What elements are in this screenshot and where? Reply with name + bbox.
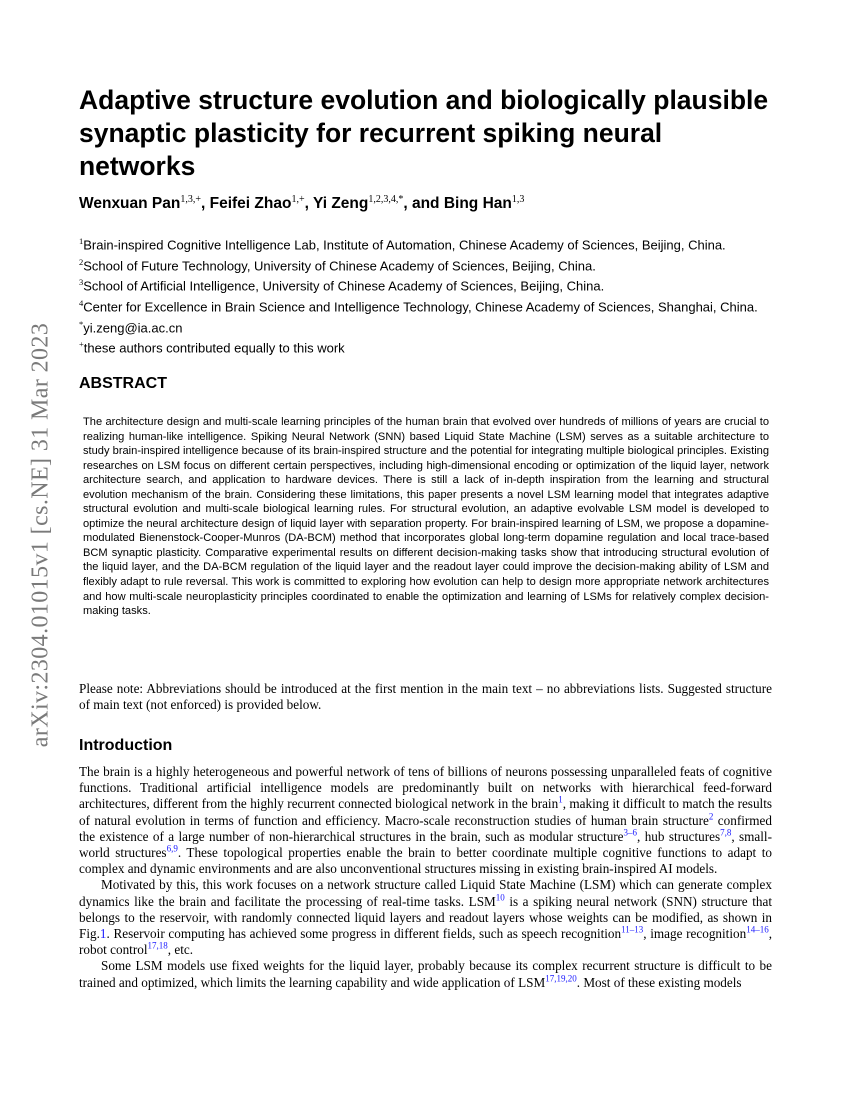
affiliation-text: School of Future Technology, University of Chinese Academy of Sciences, Beijing, China. [83,257,596,273]
paragraph-text: , image recognition [643,926,747,942]
paragraph-text: , small-world structures [79,828,772,861]
author-affiliation-marks: 1,+ [291,194,305,205]
introduction-body [79,764,772,991]
author-affiliation-marks: 1,2,3,4,* [368,194,404,205]
citation-link[interactable]: 14–16 [746,924,769,935]
affiliation-list [79,233,779,357]
abstract-text: The architecture design and multi-scale learning principles of the human brain that evolved over hundreds of millions of years are crucial to realizing human-like intelligence. Spiking Neural Network (SNN) based Liquid State Machine (LSM) serves as a suitable architecture to study brain-inspired intelligence because of its brain-inspired structure and the potential for integrating multiple biological principles. Existing researches on LSM focus on different certain perspectives, including high-dimensional encoding or optimization of the liquid layer, network architecture search, and application to hardware devices. There is still a lack of in-depth inspiration from the learning and structural evolution mechanism of the brain. Considering these limitations, this paper presents a novel LSM learning model that integrates adaptive structural evolution and multi-scale biological learning rules. For structural evolution, an adaptive evolvable LSM model is developed to optimize the neural architecture design of liquid layer with separation property. For brain-inspired learning of LSM, we propose a dopamine-modulated Bienenstock-Cooper-Munros (DA-BCM) method that incorporates global long-term dopamine regulation and local trace-based BCM synaptic plasticity. Comparative experimental results on different decision-making tasks show that introducing structural evolution of the liquid layer, and the DA-BCM regulation of the liquid layer and the readout layer could improve the decision-making ability of LSM and flexibly adapt to rule reversal. This work is committed to exploring how evolution can help to design more appropriate network architectures and how multi-scale neuroplasticity principles coordinated to enable the optimization and learning of LSMs for relatively complex decision-making tasks. [83,416,769,618]
arxiv-identifier-stamp: arXiv:2304.01015v1 [cs.NE] 31 Mar 2023 [27,322,54,748]
paragraph-text: The brain is a highly heterogeneous and powerful network of tens of billions of neurons possessing unparalleled feats of cognitive functions. Traditional artificial intelligence models are predominantly built on networks with hierarchical feed-forward architectures, different from the highly recurrent connected biological network in the brain [79,764,772,812]
affiliation-mark: 2 [79,256,84,267]
citation-link[interactable]: 10 [495,892,505,903]
affiliation-text: yi.zeng@ia.ac.cn [83,319,183,335]
citation-link[interactable]: 2 [708,811,714,822]
citation-link[interactable]: 17,19,20 [545,973,577,984]
author-name: Feifei Zhao [209,195,292,213]
paragraph-text: , etc. [167,942,194,958]
author-name: Yi Zeng [312,195,369,213]
paragraph-text: confirmed the existence of a large number of non-hierarchical structures in the brain, such as modular structure [79,812,772,844]
submission-note: Please note: Abbreviations should be introduced at the first mention in the main text – no abbreviations lists. Suggested structure of main text (not enforced) is provided below. [79,681,772,713]
paragraph-text: , hub structures [637,828,721,844]
author-name: Bing Han [443,195,512,213]
author-list [79,194,779,213]
affiliation-item [79,274,779,295]
affiliation-text: these authors contributed equally to this work [83,340,345,356]
paragraph-text: . Reservoir computing has achieved some progress in different fields, such as speech recognition [106,926,622,942]
paragraph [79,764,772,877]
paragraph-text: , robot control [79,926,772,958]
affiliation-item [79,233,779,254]
citation-link[interactable]: 3–6 [623,827,638,838]
paragraph-text: Motivated by this, this work focuses on a network structure called Liquid State Machine (LSM) which can generate complex dynamics like the brain and facilitate the processing of real-time tasks. LSM [79,877,772,909]
paragraph-text: . Most of these existing models [576,974,742,990]
affiliation-mark: 4 [79,297,84,308]
paragraph [79,877,772,958]
affiliation-item [79,316,779,337]
affiliation-item [79,336,779,357]
author-affiliation-marks: 1,3 [511,194,525,205]
affiliation-mark: 3 [79,277,84,288]
paper-title: Adaptive structure evolution and biologically plausible synaptic plasticity for recurrent spiking neural networks [79,85,769,181]
author-affiliation-marks: 1,3,+ [180,194,201,205]
affiliation-text: Center for Excellence in Brain Science and Intelligence Technology, Chinese Academy of Sciences, Shanghai, China. [83,299,758,315]
affiliation-mark: + [79,339,84,350]
affiliation-text: Brain-inspired Cognitive Intelligence Lab, Institute of Automation, Chinese Academy of Sciences, Beijing, China. [83,237,726,253]
affiliation-mark: 1 [79,236,84,246]
affiliation-text: School of Artificial Intelligence, University of Chinese Academy of Sciences, Beijing, China. [83,278,605,294]
citation-link[interactable]: 1 [558,795,563,806]
affiliation-item [79,295,779,316]
author-separator: , [201,195,210,213]
paragraph-text: , making it difficult to match the results of natural evolution in terms of function and efficiency. Macro-scale reconstruction studies of human brain structure [79,796,772,828]
introduction-heading: Introduction [79,737,173,754]
abstract-heading: ABSTRACT [79,375,167,392]
citation-link[interactable]: 7,8 [720,827,732,838]
paragraph-text: is a spiking neural network (SNN) structure that belongs to the reservoir, with randomly connected liquid layers and readout layers whose weights can be modified, as shown in Fig. [79,893,772,942]
affiliation-item [79,254,779,275]
citation-link[interactable]: 6,9 [166,843,178,854]
citation-link[interactable]: 11–13 [621,924,644,935]
paragraph-text: Some LSM models use fixed weights for the liquid layer, probably because its complex recurrent structure is difficult to be trained and optimized, which limits the learning capability and wide application of LSM [79,958,772,990]
figure-reference-link[interactable]: 1 [99,926,107,942]
affiliation-mark: * [79,318,84,329]
author-separator: , and [403,195,444,213]
author-name: Wenxuan Pan [79,195,181,213]
citation-link[interactable]: 17,18 [147,940,168,951]
author-separator: , [304,195,313,213]
paragraph-text: . These topological properties enable the brain to better coordinate multiple cognitive functions to adapt to complex and dynamic environments and are also unconventional structures missing in existing brain-inspired AI models. [79,845,772,877]
paragraph [79,958,772,990]
